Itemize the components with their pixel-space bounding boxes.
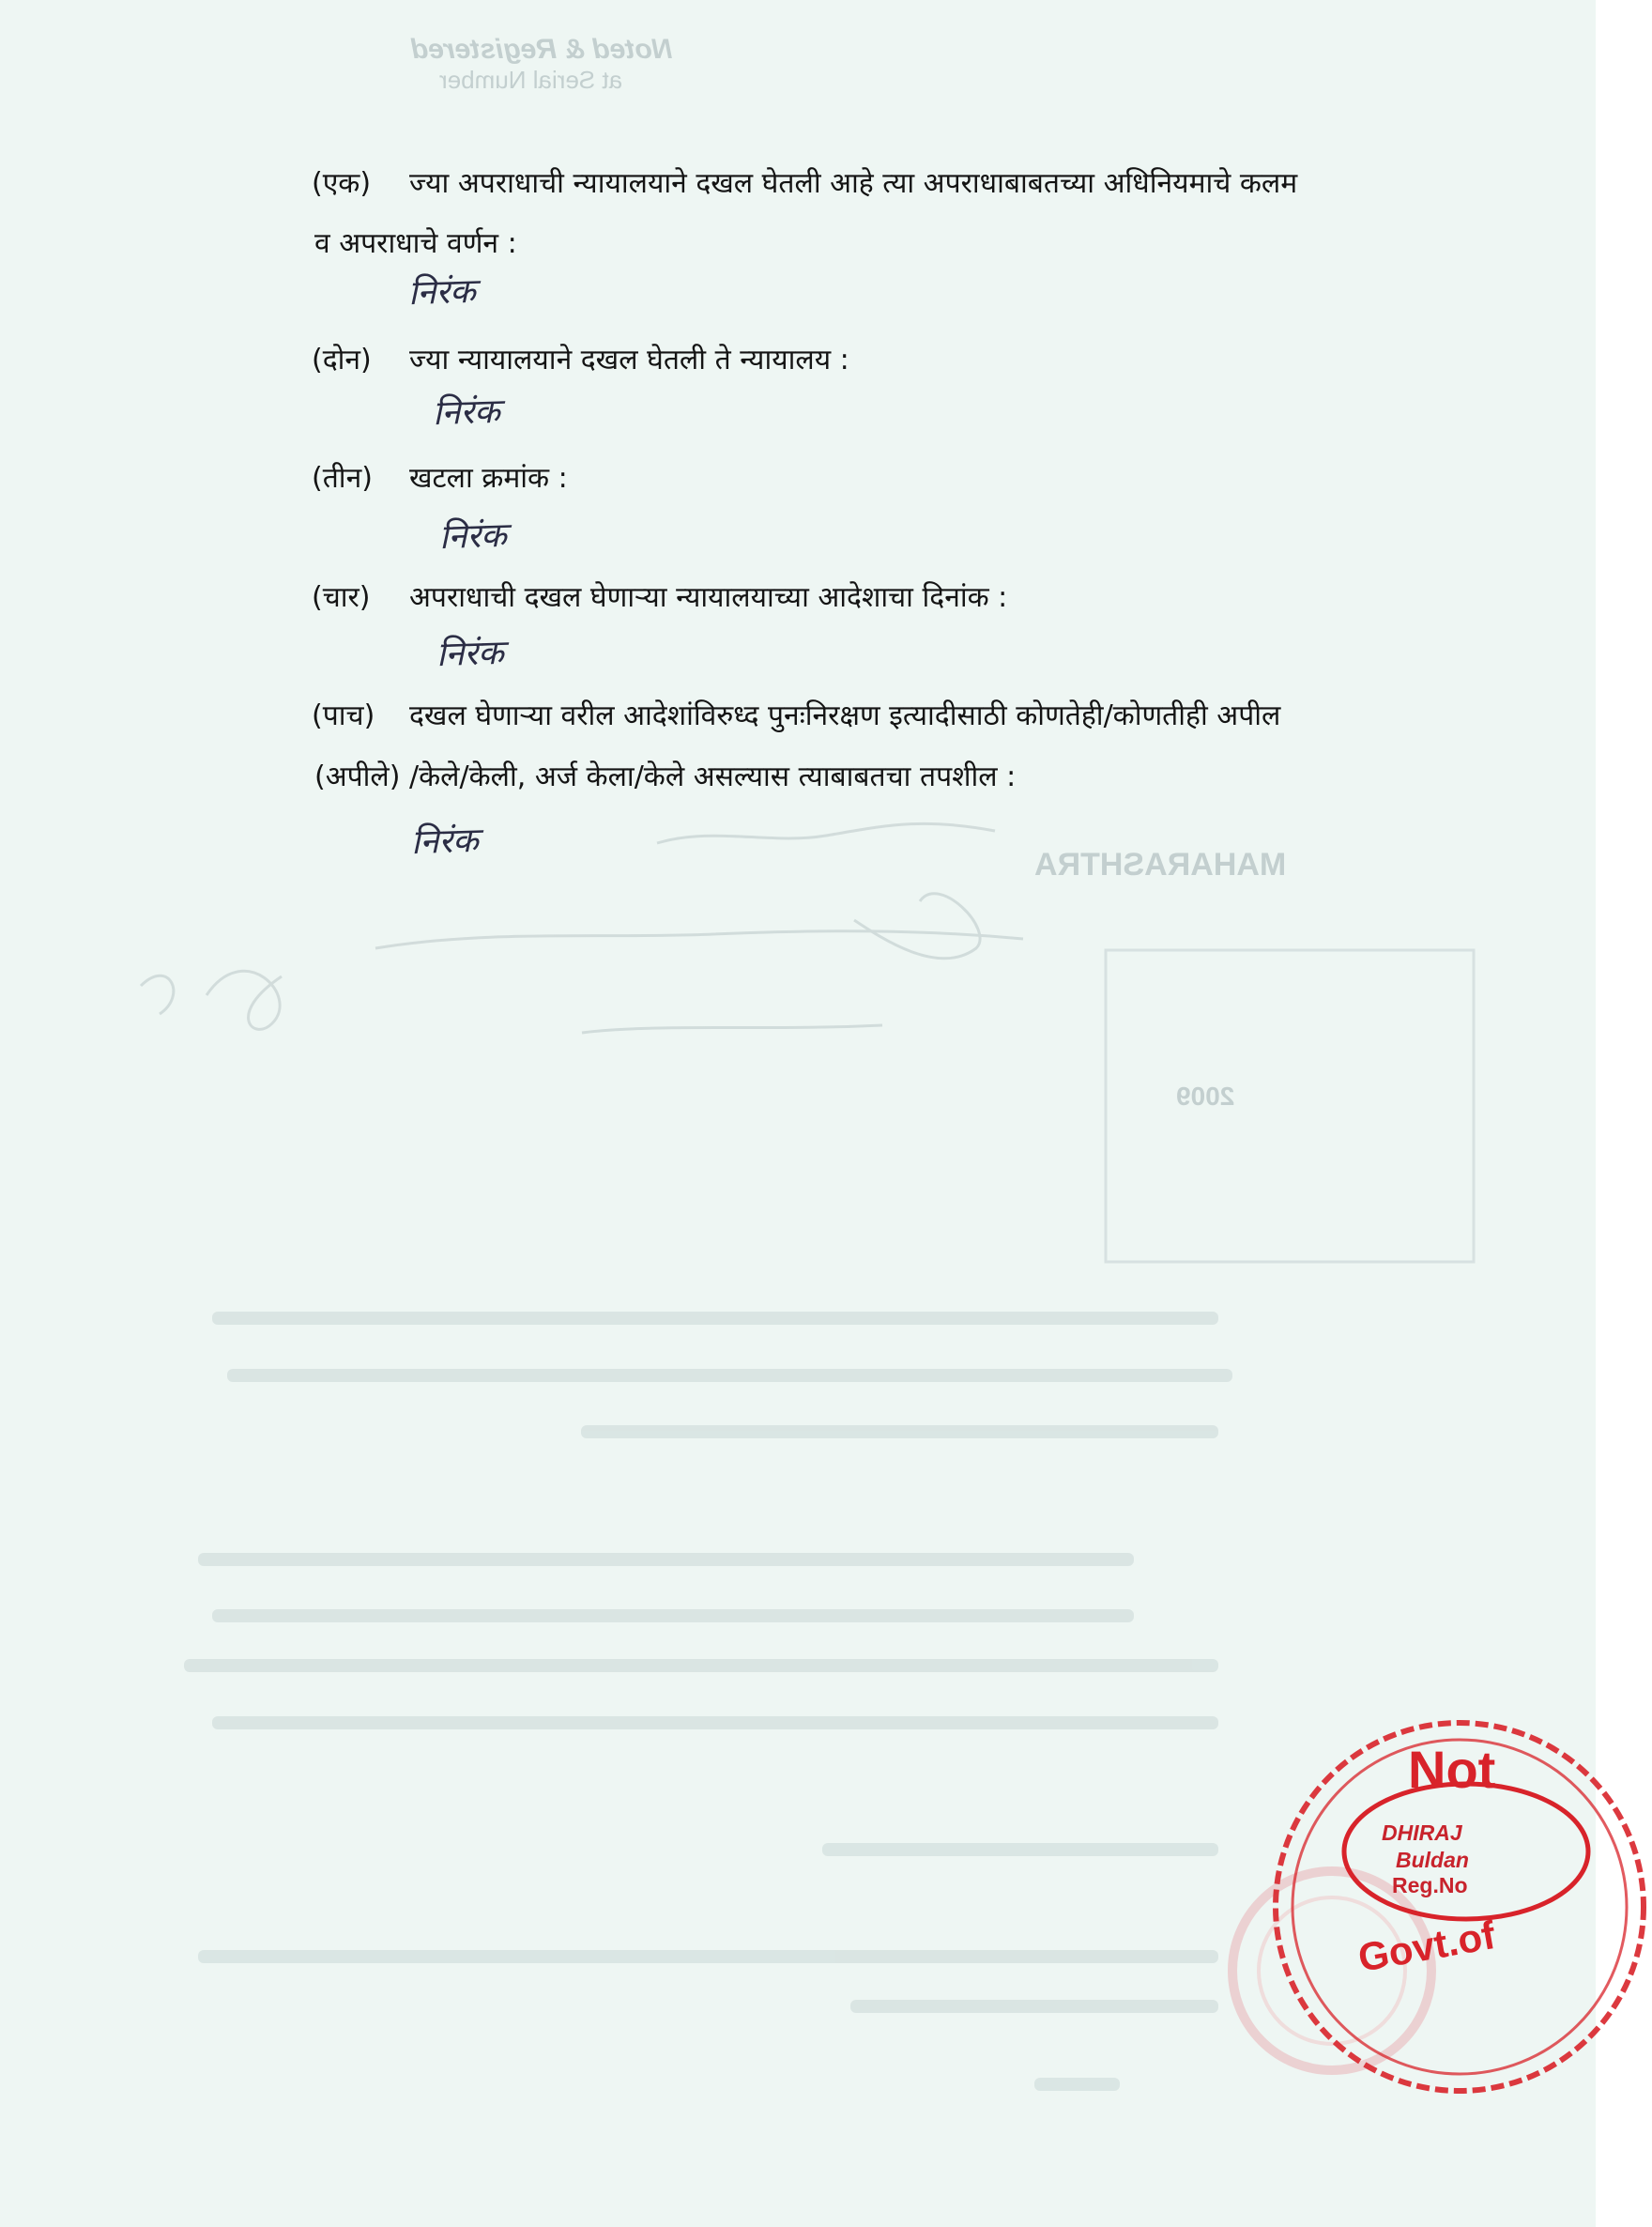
stamp-text-govt: Govt.of: [1354, 1912, 1499, 1980]
stamp-text-place: Buldan: [1396, 1848, 1469, 1872]
notary-stamp-graphic: [1220, 1690, 1652, 2103]
notary-stamp: [1220, 1690, 1499, 2103]
bleed-through-line: [212, 1716, 1218, 1729]
handwritten-answer: निरंक: [436, 633, 505, 675]
bleed-through-header-line2: at Serial Number: [439, 66, 623, 94]
handwritten-answer: निरंक: [407, 271, 477, 314]
bleed-through-box: [1106, 950, 1474, 1262]
handwritten-answer: निरंक: [432, 392, 501, 434]
handwritten-answer: निरंक: [438, 515, 508, 558]
item-label: (तीन): [312, 462, 373, 495]
bleed-through-line: [198, 1553, 1134, 1566]
item-text: अपराधाची दखल घेणाऱ्या न्यायालयाच्या आदेशाचा दिनांक :: [409, 581, 1008, 614]
stamp-text-reg-no: Reg.No: [1392, 1873, 1468, 1897]
handwritten-answer: निरंक: [410, 821, 480, 863]
item-text-continuation: (अपीले) /केले/केली, अर्ज केला/केले असल्यास त्याबाबतचा तपशील :: [314, 760, 1017, 793]
bleed-through-line: [212, 1312, 1218, 1325]
stamp-text-notary: Not: [1408, 1740, 1496, 1799]
item-text-continuation: व अपराधाचे वर्णन :: [314, 227, 517, 260]
bleed-through-state: MAHARASHTRA: [1034, 847, 1287, 883]
item-text: ज्या अपराधाची न्यायालयाने दखल घेतली आहे त्या अपराधाबाबतच्या अधिनियमाचे कलम: [409, 167, 1298, 200]
bleed-through-line: [850, 2000, 1218, 2013]
bleed-through-line: [212, 1609, 1134, 1622]
item-text: ज्या न्यायालयाने दखल घेतली ते न्यायालय :: [409, 344, 849, 376]
stamp-text-name: DHIRAJ: [1382, 1820, 1462, 1845]
item-text: दखल घेणाऱ्या वरील आदेशांविरुध्द पुनःनिरक्षण इत्यादीसाठी कोणतेही/कोणतीही अपील: [409, 699, 1281, 732]
item-label: (दोन): [312, 344, 372, 376]
bleed-through-line: [227, 1369, 1232, 1382]
bleed-through-year: 2009: [1176, 1082, 1235, 1111]
bleed-through-header-line1: Noted & Registered: [411, 34, 673, 65]
bleed-through-line: [198, 1950, 1218, 1963]
bleed-through-line: [1034, 2078, 1120, 2091]
bleed-through-handwriting: [141, 823, 1023, 1033]
bleed-through-line: [822, 1843, 1218, 1856]
bleed-through-line: [581, 1425, 1218, 1438]
item-label: (एक): [312, 167, 372, 200]
bleed-through-line: [184, 1659, 1218, 1672]
item-label: (पाच): [312, 699, 375, 732]
item-label: (चार): [312, 581, 371, 614]
item-text: खटला क्रमांक :: [409, 462, 568, 495]
